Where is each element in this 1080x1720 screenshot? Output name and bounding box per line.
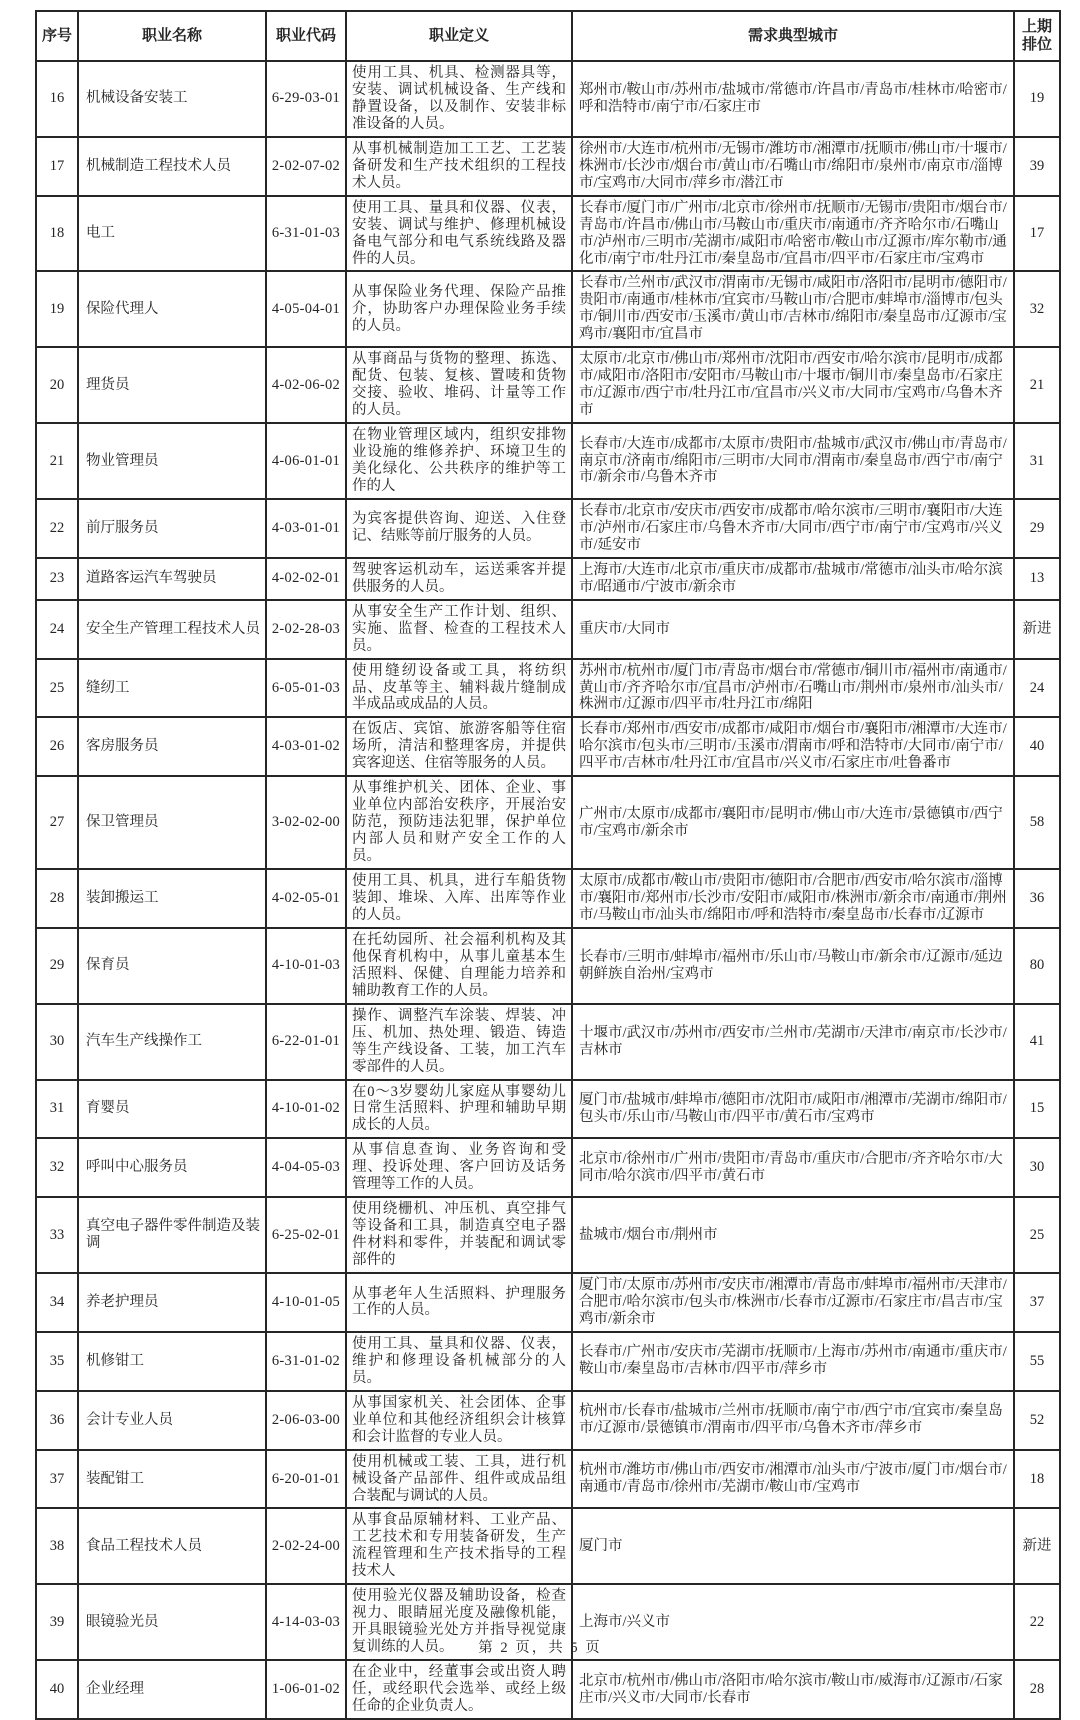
- cell-rank: 36: [1014, 869, 1060, 928]
- cell-name: 机修钳工: [78, 1332, 266, 1391]
- cell-rank: 31: [1014, 423, 1060, 499]
- cell-cities: 太原市/成都市/鞍山市/贵阳市/德阳市/合肥市/西安市/哈尔滨市/淄博市/襄阳市/郑州市/长沙市/安阳市/咸阳市/株洲市/新余市/南通市/荆州市/马鞍山市/汕头市/绵阳市/呼和浩特市/秦皇岛市/长春市/辽源市: [572, 869, 1014, 928]
- cell-name: 物业管理员: [78, 423, 266, 499]
- cell-rank: 28: [1014, 1660, 1060, 1719]
- table-row: [36, 1138, 1060, 1197]
- cell-name: 装配钳工: [78, 1450, 266, 1509]
- table-header: [36, 11, 1060, 61]
- col-header-rank: 上期排位: [1014, 11, 1060, 61]
- header-row: [36, 11, 1060, 61]
- cell-rank: 18: [1014, 1450, 1060, 1509]
- cell-code: 4-05-04-01: [266, 271, 346, 347]
- cell-rank: 55: [1014, 1332, 1060, 1391]
- cell-code: 6-22-01-01: [266, 1004, 346, 1080]
- table-row: [36, 61, 1060, 137]
- cell-name: 机械设备安装工: [78, 61, 266, 137]
- cell-no: 39: [36, 1584, 78, 1660]
- col-header-definition: 职业定义: [346, 11, 572, 61]
- col-header-cities: 需求典型城市: [572, 11, 1014, 61]
- table-row: [36, 600, 1060, 659]
- cell-code: 6-29-03-01: [266, 61, 346, 137]
- table-row: [36, 196, 1060, 272]
- table-row: [36, 499, 1060, 558]
- cell-no: 21: [36, 423, 78, 499]
- cell-name: 机械制造工程技术人员: [78, 137, 266, 196]
- cell-code: 2-02-24-00: [266, 1508, 346, 1584]
- col-header-name: 职业名称: [78, 11, 266, 61]
- cell-definition: 从事老年人生活照料、护理服务工作的人员。: [346, 1273, 572, 1332]
- table-row: [36, 1332, 1060, 1391]
- cell-no: 18: [36, 196, 78, 272]
- cell-no: 16: [36, 61, 78, 137]
- cell-name: 汽车生产线操作工: [78, 1004, 266, 1080]
- cell-code: 4-02-05-01: [266, 869, 346, 928]
- cell-rank: 新进: [1014, 1508, 1060, 1584]
- table-row: [36, 928, 1060, 1004]
- cell-code: 3-02-02-00: [266, 776, 346, 869]
- table-row: [36, 1004, 1060, 1080]
- cell-no: 33: [36, 1197, 78, 1273]
- table-row: [36, 869, 1060, 928]
- cell-definition: 使用绕栅机、冲压机、真空排气等设备和工具，制造真空电子器件材料和零件，并装配和调试零部件的: [346, 1197, 572, 1273]
- table-row: [36, 1197, 1060, 1273]
- cell-rank: 39: [1014, 137, 1060, 196]
- cell-rank: 17: [1014, 196, 1060, 272]
- cell-no: 29: [36, 928, 78, 1004]
- cell-rank: 22: [1014, 1584, 1060, 1660]
- cell-definition: 从事食品原辅材料、工业产品、工艺技术和专用装备研发，生产流程管理和生产技术指导的工程技术人: [346, 1508, 572, 1584]
- table-body: [36, 61, 1060, 1719]
- table-row: [36, 717, 1060, 776]
- cell-cities: 上海市/兴义市: [572, 1584, 1014, 1660]
- cell-definition: 在饭店、宾馆、旅游客船等住宿场所，清洁和整理客房，并提供宾客迎送、住宿等服务的人员。: [346, 717, 572, 776]
- cell-name: 养老护理员: [78, 1273, 266, 1332]
- table-row: [36, 1508, 1060, 1584]
- cell-code: 4-03-01-01: [266, 499, 346, 558]
- cell-rank: 80: [1014, 928, 1060, 1004]
- table-row: [36, 347, 1060, 423]
- table-row: [36, 271, 1060, 347]
- cell-name: 安全生产管理工程技术人员: [78, 600, 266, 659]
- cell-no: 38: [36, 1508, 78, 1584]
- cell-name: 育婴员: [78, 1080, 266, 1139]
- table-row: [36, 1660, 1060, 1719]
- cell-name: 道路客运汽车驾驶员: [78, 558, 266, 600]
- cell-code: 6-31-01-03: [266, 196, 346, 272]
- table-row: [36, 1080, 1060, 1139]
- occupation-table: [35, 10, 1061, 1720]
- cell-definition: 使用工具、机具，进行车船货物装卸、堆垛、入库、出库等作业的人员。: [346, 869, 572, 928]
- cell-code: 2-02-28-03: [266, 600, 346, 659]
- cell-rank: 30: [1014, 1138, 1060, 1197]
- cell-cities: 徐州市/大连市/杭州市/无锡市/潍坊市/湘潭市/抚顺市/佛山市/十堰市/株洲市/长沙市/烟台市/黄山市/石嘴山市/绵阳市/泉州市/南京市/淄博市/宝鸡市/大同市/萍乡市/潜江市: [572, 137, 1014, 196]
- cell-name: 会计专业人员: [78, 1391, 266, 1450]
- cell-no: 20: [36, 347, 78, 423]
- cell-no: 17: [36, 137, 78, 196]
- cell-cities: 杭州市/长春市/盐城市/兰州市/抚顺市/南宁市/西宁市/宜宾市/秦皇岛市/辽源市/景德镇市/渭南市/四平市/乌鲁木齐市/萍乡市: [572, 1391, 1014, 1450]
- cell-definition: 在企业中，经董事会或出资人聘任，或经职代会选举、或经上级任命的企业负责人。: [346, 1660, 572, 1719]
- cell-cities: 长春市/大连市/成都市/太原市/贵阳市/盐城市/武汉市/佛山市/青岛市/南京市/济南市/绵阳市/三明市/大同市/渭南市/秦皇岛市/西宁市/南宁市/新余市/乌鲁木齐市: [572, 423, 1014, 499]
- table-row: [36, 776, 1060, 869]
- cell-code: 4-10-01-02: [266, 1080, 346, 1139]
- cell-rank: 25: [1014, 1197, 1060, 1273]
- cell-name: 客房服务员: [78, 717, 266, 776]
- cell-name: 呼叫中心服务员: [78, 1138, 266, 1197]
- cell-cities: 十堰市/武汉市/苏州市/西安市/兰州市/芜湖市/天津市/南京市/长沙市/吉林市: [572, 1004, 1014, 1080]
- cell-name: 前厅服务员: [78, 499, 266, 558]
- table-row: [36, 659, 1060, 718]
- cell-name: 真空电子器件零件制造及装调: [78, 1197, 266, 1273]
- cell-rank: 新进: [1014, 600, 1060, 659]
- col-header-no: 序号: [36, 11, 78, 61]
- cell-code: 6-25-02-01: [266, 1197, 346, 1273]
- cell-cities: 上海市/大连市/北京市/重庆市/成都市/盐城市/常德市/汕头市/哈尔滨市/昭通市/宁波市/新余市: [572, 558, 1014, 600]
- cell-no: 35: [36, 1332, 78, 1391]
- cell-code: 6-05-01-03: [266, 659, 346, 718]
- cell-cities: 苏州市/杭州市/厦门市/青岛市/烟台市/常德市/铜川市/福州市/南通市/黄山市/齐齐哈尔市/宜昌市/泸州市/石嘴山市/荆州市/泉州市/汕头市/株洲市/辽源市/四平市/牡丹江市/绵阳: [572, 659, 1014, 718]
- cell-rank: 32: [1014, 271, 1060, 347]
- cell-definition: 从事安全生产工作计划、组织、实施、监督、检查的工程技术人员。: [346, 600, 572, 659]
- cell-definition: 操作、调整汽车涂装、焊装、冲压、机加、热处理、锻造、铸造等生产线设备、工装，加工汽车零部件的人员。: [346, 1004, 572, 1080]
- cell-code: 4-02-06-02: [266, 347, 346, 423]
- cell-definition: 使用缝纫设备或工具，将纺织品、皮革等主、辅料裁片缝制成半成品或成品的人员。: [346, 659, 572, 718]
- cell-cities: 厦门市/盐城市/蚌埠市/德阳市/沈阳市/咸阳市/湘潭市/芜湖市/绵阳市/包头市/乐山市/马鞍山市/四平市/黄石市/宝鸡市: [572, 1080, 1014, 1139]
- cell-rank: 15: [1014, 1080, 1060, 1139]
- cell-name: 保育员: [78, 928, 266, 1004]
- cell-name: 缝纫工: [78, 659, 266, 718]
- cell-definition: 从事国家机关、社会团体、企事业单位和其他经济组织会计核算和会计监督的专业人员。: [346, 1391, 572, 1450]
- cell-rank: 52: [1014, 1391, 1060, 1450]
- cell-no: 36: [36, 1391, 78, 1450]
- cell-definition: 在托幼园所、社会福利机构及其他保育机构中，从事儿童基本生活照料、保健、自理能力培养和辅助教育工作的人员。: [346, 928, 572, 1004]
- cell-rank: 24: [1014, 659, 1060, 718]
- cell-no: 24: [36, 600, 78, 659]
- cell-definition: 使用机械或工装、工具，进行机械设备产品部件、组件或成品组合装配与调试的人员。: [346, 1450, 572, 1509]
- cell-definition: 为宾客提供咨询、迎送、入住登记、结账等前厅服务的人员。: [346, 499, 572, 558]
- cell-no: 32: [36, 1138, 78, 1197]
- cell-cities: 杭州市/潍坊市/佛山市/西安市/湘潭市/汕头市/宁波市/厦门市/烟台市/南通市/青岛市/徐州市/芜湖市/鞍山市/宝鸡市: [572, 1450, 1014, 1509]
- cell-code: 1-06-01-02: [266, 1660, 346, 1719]
- cell-definition: 在0～3岁婴幼儿家庭从事婴幼儿日常生活照料、护理和辅助早期成长的人员。: [346, 1080, 572, 1139]
- cell-rank: 37: [1014, 1273, 1060, 1332]
- table-row: [36, 423, 1060, 499]
- cell-rank: 13: [1014, 558, 1060, 600]
- cell-cities: 北京市/杭州市/佛山市/洛阳市/哈尔滨市/鞍山市/威海市/辽源市/石家庄市/兴义市/大同市/长春市: [572, 1660, 1014, 1719]
- cell-name: 眼镜验光员: [78, 1584, 266, 1660]
- cell-code: 6-31-01-02: [266, 1332, 346, 1391]
- cell-definition: 从事机械制造加工工艺、工艺装备研发和生产技术组织的工程技术人员。: [346, 137, 572, 196]
- cell-name: 电工: [78, 196, 266, 272]
- cell-rank: 29: [1014, 499, 1060, 558]
- cell-definition: 使用工具、量具和仪器、仪表，维护和修理设备机械部分的人员。: [346, 1332, 572, 1391]
- cell-name: 保险代理人: [78, 271, 266, 347]
- cell-name: 企业经理: [78, 1660, 266, 1719]
- cell-code: 4-06-01-01: [266, 423, 346, 499]
- cell-no: 40: [36, 1660, 78, 1719]
- cell-name: 理货员: [78, 347, 266, 423]
- cell-name: 装卸搬运工: [78, 869, 266, 928]
- cell-rank: 21: [1014, 347, 1060, 423]
- cell-name: 食品工程技术人员: [78, 1508, 266, 1584]
- cell-code: 4-10-01-03: [266, 928, 346, 1004]
- cell-code: 6-20-01-01: [266, 1450, 346, 1509]
- cell-no: 22: [36, 499, 78, 558]
- cell-definition: 驾驶客运机动车，运送乘客并提供服务的人员。: [346, 558, 572, 600]
- cell-definition: 从事保险业务代理、保险产品推介，协助客户办理保险业务手续的人员。: [346, 271, 572, 347]
- table-row: [36, 1450, 1060, 1509]
- document-page: [35, 10, 1059, 1720]
- cell-no: 25: [36, 659, 78, 718]
- cell-cities: 长春市/广州市/安庆市/芜湖市/抚顺市/上海市/苏州市/南通市/重庆市/鞍山市/秦皇岛市/吉林市/四平市/萍乡市: [572, 1332, 1014, 1391]
- cell-definition: 从事维护机关、团体、企业、事业单位内部治安秩序，开展治安防范，预防违法犯罪，保护单位内部人员和财产安全工作的人员。: [346, 776, 572, 869]
- table-row: [36, 1273, 1060, 1332]
- cell-definition: 在物业管理区域内，组织安排物业设施的维修养护、环境卫生的美化绿化、公共秩序的维护等工作的人: [346, 423, 572, 499]
- cell-no: 28: [36, 869, 78, 928]
- cell-no: 37: [36, 1450, 78, 1509]
- table-row: [36, 558, 1060, 600]
- cell-code: 4-02-02-01: [266, 558, 346, 600]
- cell-code: 2-02-07-02: [266, 137, 346, 196]
- cell-no: 30: [36, 1004, 78, 1080]
- cell-definition: 从事商品与货物的整理、拣选、配货、包装、复核、置唛和货物交接、验收、堆码、计量等工作的人员。: [346, 347, 572, 423]
- cell-code: 4-14-03-03: [266, 1584, 346, 1660]
- cell-no: 23: [36, 558, 78, 600]
- cell-rank: 41: [1014, 1004, 1060, 1080]
- cell-code: 4-04-05-03: [266, 1138, 346, 1197]
- cell-no: 19: [36, 271, 78, 347]
- cell-cities: 长春市/北京市/安庆市/西安市/成都市/哈尔滨市/三明市/襄阳市/大连市/泸州市/石家庄市/乌鲁木齐市/大同市/西宁市/南宁市/宝鸡市/兴义市/延安市: [572, 499, 1014, 558]
- cell-name: 保卫管理员: [78, 776, 266, 869]
- cell-cities: 太原市/北京市/佛山市/郑州市/沈阳市/西安市/哈尔滨市/昆明市/成都市/咸阳市/洛阳市/安阳市/马鞍山市/十堰市/铜川市/秦皇岛市/石家庄市/辽源市/西宁市/牡丹江市/宜昌市/兴义市/大同市/宝鸡市/乌鲁木齐市: [572, 347, 1014, 423]
- cell-no: 26: [36, 717, 78, 776]
- cell-rank: 58: [1014, 776, 1060, 869]
- cell-no: 27: [36, 776, 78, 869]
- cell-cities: 厦门市/太原市/苏州市/安庆市/湘潭市/青岛市/蚌埠市/福州市/天津市/合肥市/哈尔滨市/包头市/株洲市/长春市/辽源市/石家庄市/昌吉市/宝鸡市/新余市: [572, 1273, 1014, 1332]
- cell-definition: 从事信息查询、业务咨询和受理、投诉处理、客户回访及话务管理等工作的人员。: [346, 1138, 572, 1197]
- cell-cities: 长春市/郑州市/西安市/成都市/咸阳市/烟台市/襄阳市/湘潭市/大连市/哈尔滨市/包头市/三明市/玉溪市/渭南市/呼和浩特市/大同市/南宁市/四平市/吉林市/牡丹江市/宜昌市/兴义市/石家庄市/吐鲁番市: [572, 717, 1014, 776]
- cell-rank: 40: [1014, 717, 1060, 776]
- cell-cities: 盐城市/烟台市/荆州市: [572, 1197, 1014, 1273]
- cell-cities: 长春市/三明市/蚌埠市/福州市/乐山市/马鞍山市/新余市/辽源市/延边朝鲜族自治州/宝鸡市: [572, 928, 1014, 1004]
- cell-cities: 长春市/厦门市/广州市/北京市/徐州市/抚顺市/无锡市/贵阳市/烟台市/青岛市/许昌市/佛山市/马鞍山市/重庆市/南通市/齐齐哈尔市/石嘴山市/泸州市/三明市/芜湖市/咸阳市/哈密市/鞍山市/辽源市/库尔勒市/通化市/南宁市/牡丹江市/秦皇岛市/宜昌市/四平市/石家庄市/宝鸡市: [572, 196, 1014, 272]
- page-number: 第 2 页，共 5 页: [478, 1640, 602, 1656]
- col-header-code: 职业代码: [266, 11, 346, 61]
- cell-rank: 19: [1014, 61, 1060, 137]
- cell-definition: 使用工具、量具和仪器、仪表，安装、调试与维护、修理机械设备电气部分和电气系统线路及器件的人员。: [346, 196, 572, 272]
- table-row: [36, 1391, 1060, 1450]
- cell-definition: 使用验光仪器及辅助设备，检查视力、眼睛屈光度及融像机能，开具眼镜验光处方并指导视觉康复训练的人员。: [346, 1584, 572, 1660]
- cell-cities: 北京市/徐州市/广州市/贵阳市/青岛市/重庆市/合肥市/齐齐哈尔市/大同市/哈尔滨市/四平市/黄石市: [572, 1138, 1014, 1197]
- cell-code: 2-06-03-00: [266, 1391, 346, 1450]
- cell-no: 31: [36, 1080, 78, 1139]
- cell-cities: 广州市/太原市/成都市/襄阳市/昆明市/佛山市/大连市/景德镇市/西宁市/宝鸡市/新余市: [572, 776, 1014, 869]
- cell-code: 4-03-01-02: [266, 717, 346, 776]
- cell-cities: 郑州市/鞍山市/苏州市/盐城市/常德市/许昌市/青岛市/桂林市/哈密市/呼和浩特市/南宁市/石家庄市: [572, 61, 1014, 137]
- cell-cities: 重庆市/大同市: [572, 600, 1014, 659]
- cell-definition: 使用工具、机具、检测器具等，安装、调试机械设备、生产线和静置设备，以及制作、安装非标准设备的人员。: [346, 61, 572, 137]
- cell-cities: 长春市/兰州市/武汉市/渭南市/无锡市/咸阳市/洛阳市/昆明市/德阳市/贵阳市/南通市/桂林市/宜宾市/马鞍山市/合肥市/蚌埠市/淄博市/包头市/铜川市/西安市/玉溪市/黄山市/吉林市/绵阳市/秦皇岛市/辽源市/宝鸡市/襄阳市/宜昌市: [572, 271, 1014, 347]
- table-row: [36, 137, 1060, 196]
- cell-code: 4-10-01-05: [266, 1273, 346, 1332]
- cell-no: 34: [36, 1273, 78, 1332]
- cell-cities: 厦门市: [572, 1508, 1014, 1584]
